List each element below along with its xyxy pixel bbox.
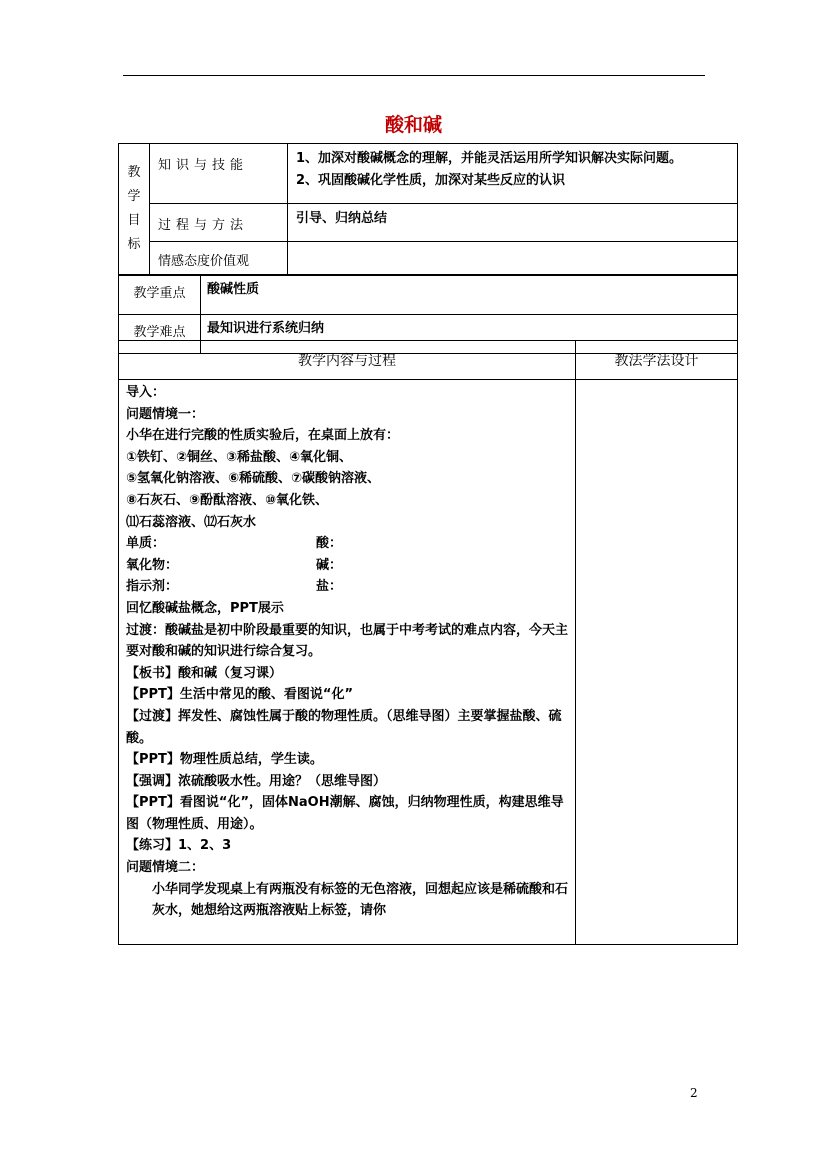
- process-body: [119, 380, 576, 945]
- content-line: ⑾石蕊溶液、⑿石灰水: [126, 514, 257, 530]
- content-line: 小华在进行完酸的性质实验后，在桌面上放有：: [126, 428, 400, 444]
- objectives-group-label: 教 学 目 标: [119, 144, 150, 275]
- content-line: ⑤氢氧化钠溶液、⑥稀硫酸、⑦碳酸钠溶液、: [126, 471, 381, 487]
- final-paragraph: 小华同学发现桌上有两瓶没有标签的无色溶液，回想起应该是稀硫酸和石灰水，她想给这两瓶溶液贴上标签，请你: [152, 881, 569, 919]
- difficulty-label: 教学难点: [119, 315, 201, 354]
- focus-value: 酸碱性质: [201, 276, 738, 315]
- content-line: 【PPT】物理性质总结，学生读。: [126, 752, 323, 768]
- content-table: [118, 340, 738, 945]
- difficulty-value: 最知识进行系统归纳: [201, 315, 738, 354]
- classify-row: [126, 555, 569, 577]
- classify-left: 单质：: [126, 536, 166, 552]
- knowledge-items: 1、加深对酸碱概念的理解，并能灵活运用所学知识解决实际问题。 2、巩固酸碱化学性质，加深对某些反应的认识: [288, 144, 738, 204]
- content-line: 问题情境二：: [126, 860, 205, 876]
- attitude-label: 情感态度价值观: [150, 242, 288, 275]
- header-rule: [123, 75, 705, 76]
- content-line: 导入：: [126, 385, 166, 400]
- classify-row: [126, 533, 569, 555]
- content-line: ⑧石灰石、⑨酚酞溶液、⑩氧化铁、: [126, 492, 329, 508]
- content-line: 【板书】酸和碱（复习课）: [126, 665, 283, 681]
- classify-right: 碱：: [316, 557, 343, 573]
- content-line: 【强调】浓硫酸吸水性。用途？（思维导图）: [126, 773, 387, 789]
- content-line: 问题情境一：: [126, 406, 205, 422]
- knowledge-label: 知识与技能: [150, 144, 288, 204]
- content-line: 回忆酸碱盐概念，PPT展示: [126, 600, 284, 616]
- attitude-value: [288, 242, 738, 275]
- focus-label: 教学重点: [119, 276, 201, 315]
- process-value: 引导、归纳总结: [288, 204, 738, 242]
- content-line: ①铁钉、②铜丝、③稀盐酸、④氧化铜、: [126, 449, 353, 465]
- page-title: 酸和碱: [384, 114, 442, 136]
- classify-right: 盐：: [316, 579, 343, 595]
- content-line: 【PPT】生活中常见的酸、看图说“化”: [126, 687, 354, 703]
- classify-left: 指示剂：: [126, 579, 179, 595]
- content-line: 过渡：酸碱盐是初中阶段最重要的知识，也属于中考考试的难点内容，今天主要对酸和碱的知识进行综合复习。: [126, 622, 569, 660]
- method-header: 教法学法设计: [576, 341, 738, 380]
- process-label: 过程与方法: [150, 204, 288, 242]
- page-number: 2: [690, 1086, 698, 1100]
- classify-left: 氧化物：: [126, 557, 179, 573]
- content-line: 【PPT】看图说“化”，固体NaOH潮解、腐蚀，归纳物理性质，构建思维导图（物理性质、用途）。: [126, 795, 564, 832]
- method-body: [576, 380, 738, 945]
- process-header: 教学内容与过程: [119, 341, 576, 380]
- objectives-table: [118, 143, 738, 275]
- classify-row: [126, 576, 569, 598]
- content-line: 【练习】1、2、3: [126, 838, 232, 854]
- content-line: 【过渡】挥发性、腐蚀性属于酸的物理性质。（思维导图）主要掌握盐酸、硫酸。: [126, 708, 562, 746]
- classify-right: 酸：: [316, 536, 343, 552]
